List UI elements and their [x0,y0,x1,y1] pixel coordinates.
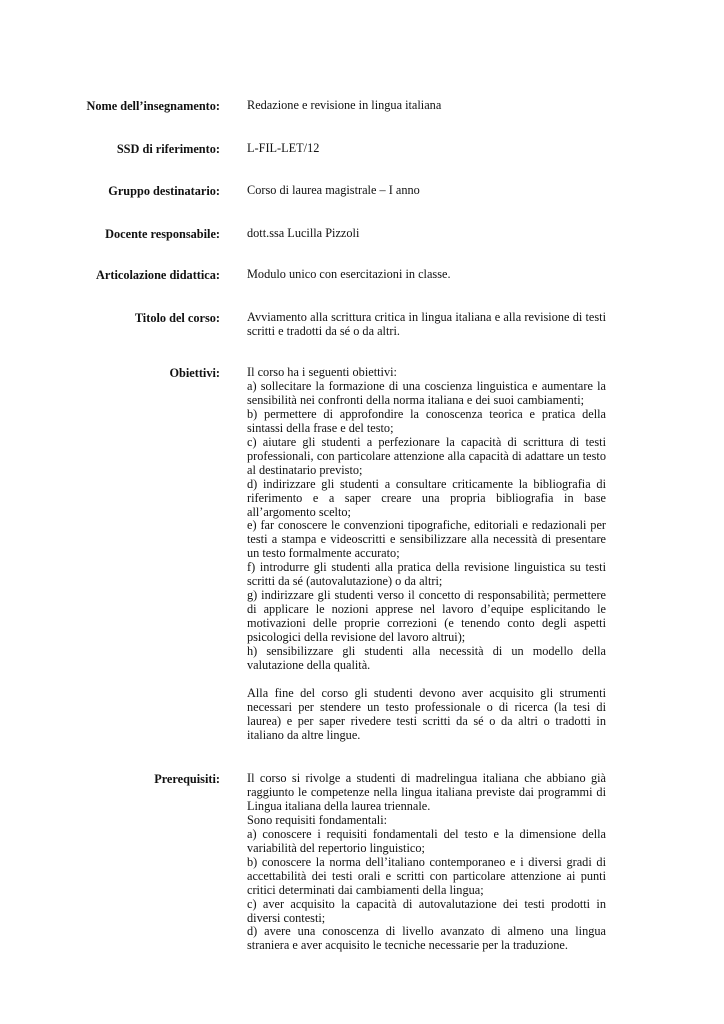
field-value: L-FIL-LET/12 [247,141,320,155]
list-item: d) avere una conoscenza di livello avanzato di almeno una lingua straniera e aver acquisito le tecniche necessarie per la traduzione. [247,924,606,953]
list-item: g) indirizzare gli studenti verso il concetto di responsabilità; permettere di applicare le nozioni apprese nel lavoro d’equipe esplicitando le motivazioni delle proprie correzioni (e tenendo conto degli aspetti psicologici della revisione del lavoro altrui); [247,588,606,645]
field-value: Avviamento alla scrittura critica in lingua italiana e alla revisione di testi scritti e tradotti da sé o da altri. [247,310,606,338]
field-label: Docente responsabile: [105,227,220,241]
list-item: e) far conoscere le convenzioni tipografiche, editoriali e redazionali per testi a stampa e videoscritti e sensibilizzare alla necessità di presentare un testo formalmente accurato; [247,518,606,561]
list-item: c) aiutare gli studenti a perfezionare la capacità di scrittura di testi professionali, con particolare attenzione alla capacità di adattare un testo al destinatario previsto; [247,434,606,477]
field-value: Redazione e revisione in lingua italiana [247,98,442,112]
obiettivi-intro: Il corso ha i seguenti obiettivi: [247,365,397,379]
field-label: Articolazione didattica: [96,268,220,282]
section-body [247,366,606,743]
prerequisiti-subhead: Sono requisiti fondamentali: [247,812,388,827]
field-value: dott.ssa Lucilla Pizzoli [247,226,360,240]
field-label: Titolo del corso: [134,311,220,325]
section-label: Prerequisiti: [154,772,220,786]
list-item: c) aver acquisito la capacità di autovalutazione dei testi prodotti in diversi contesti; [247,896,606,925]
list-item: a) sollecitare la formazione di una coscienza linguistica e aumentare la sensibilità nei confronti della norma italiana e dei suoi cambiamenti; [247,378,606,407]
list-item: b) permettere di approfondire la conoscenza teorica e pratica della sintassi della frase e del testo; [247,406,606,435]
list-item: f) introdurre gli studenti alla pratica della revisione linguistica su testi scritti da sé (autovalutazione) o da altri; [247,560,606,589]
section-label: Obiettivi: [169,366,220,380]
obiettivi-closing: Alla fine del corso gli studenti devono aver acquisito gli strumenti necessari per stendere un testo professionale o di ricerca (la tesi di laurea) e per saper rivedere testi scritti da sé o da altri o tradotti in italiano da altre lingue. [247,685,606,742]
list-item: a) conoscere i requisiti fondamentali del testo e la dimensione della variabilità del repertorio linguistico; [247,826,606,855]
field-label: SSD di riferimento: [116,142,220,156]
field-label: Nome dell’insegnamento: [86,99,220,113]
list-item: h) sensibilizzare gli studenti alla necessità di un modello della valutazione della qualità. [247,644,606,673]
list-item: b) conoscere la norma dell’italiano contemporaneo e i diversi gradi di accettabilità dei testi orali e scritti con particolare attenzione ai punti critici determinati dai cambiamenti della lingua; [247,854,606,897]
field-value: Corso di laurea magistrale – I anno [247,183,420,197]
field-label: Gruppo destinatario: [108,184,220,198]
prerequisiti-intro: Il corso si rivolge a studenti di madrelingua italiana che abbiano già raggiunto le competenze nella lingua italiana previste dai programmi di Lingua italiana della laurea triennale. [247,771,606,813]
field-value: Modulo unico con esercitazioni in classe. [247,267,451,281]
list-item: d) indirizzare gli studenti a consultare criticamente la bibliografia di riferimento e a saper creare una propria bibliografia in base all’argomento scelto; [247,476,606,519]
section-body [247,772,606,953]
